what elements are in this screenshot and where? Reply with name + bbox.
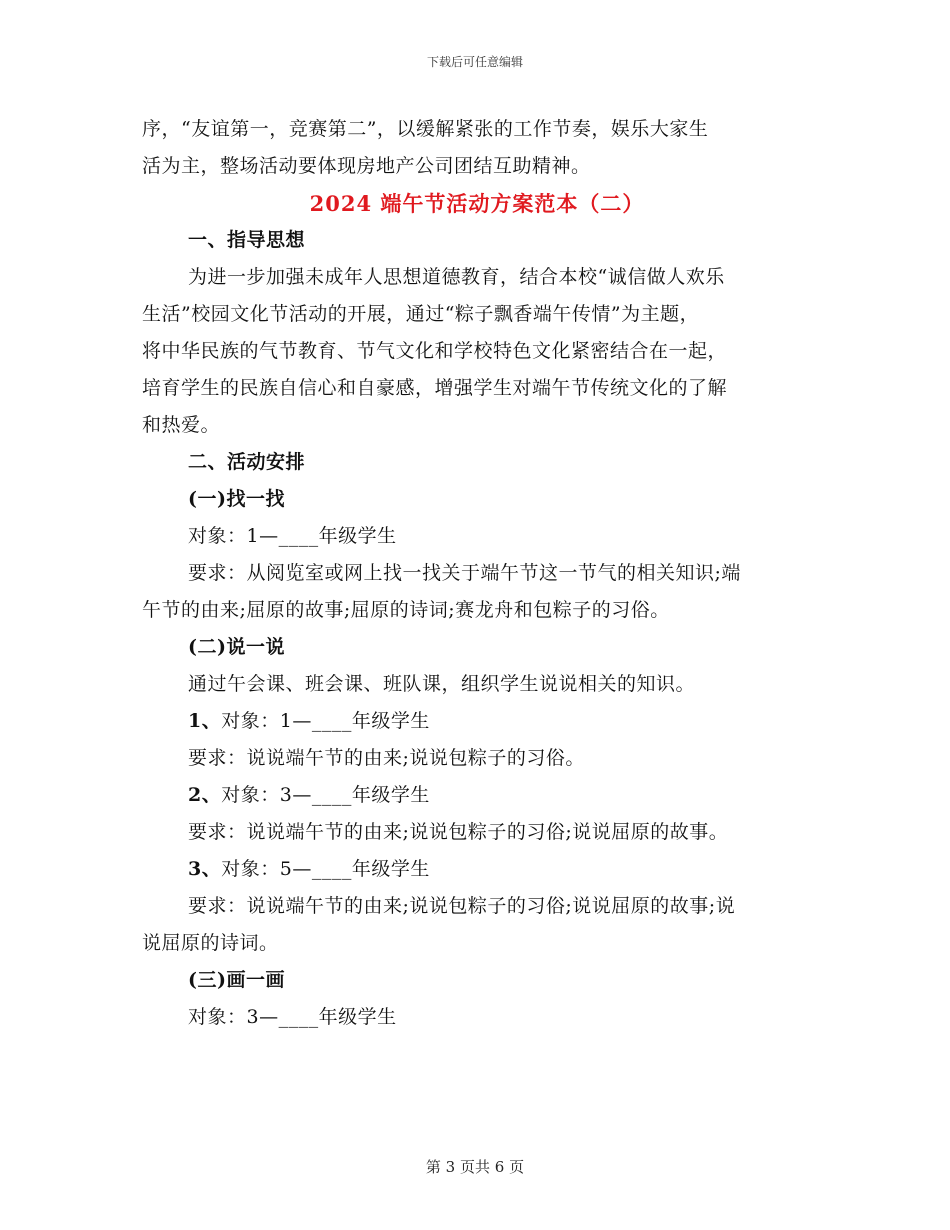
target-line: 对象：5—____年级学生 <box>221 858 430 880</box>
requirement-line: 午节的由来;屈原的故事;屈原的诗词;赛龙舟和包粽子的习俗。 <box>142 599 670 621</box>
page-footer: 第 3 页共 6 页 <box>425 1158 525 1176</box>
item-number: 1、 <box>188 710 222 732</box>
item-number: 2、 <box>188 784 222 806</box>
item-number: 3、 <box>188 858 222 880</box>
target-line: 对象：1—____年级学生 <box>188 525 397 547</box>
paragraph-line: 将中华民族的气节教育、节气文化和学校特色文化紧密结合在一起， <box>142 340 728 362</box>
paragraph-line: 通过午会课、班会课、班队课，组织学生说说相关的知识。 <box>188 673 696 695</box>
numbered-item-2 <box>142 777 812 814</box>
paragraph-line: 和热爱。 <box>142 414 221 436</box>
paragraph-line: 序，“友谊第一，竞赛第二”，以缓解紧张的工作节奏，娱乐大家生 <box>142 118 709 140</box>
numbered-item-1 <box>142 703 812 740</box>
target-line: 对象：1—____年级学生 <box>221 710 430 732</box>
requirement-line: 要求：说说端午节的由来;说说包粽子的习俗。 <box>188 747 585 769</box>
requirement-line: 要求：说说端午节的由来;说说包粽子的习俗;说说屈原的故事。 <box>188 821 729 843</box>
target-line: 对象：3—____年级学生 <box>188 1006 397 1028</box>
numbered-item-3 <box>142 851 812 888</box>
paragraph-line: 生活”校园文化节活动的开展，通过“粽子飘香端午传情”为主题， <box>142 303 700 325</box>
paragraph-line: 为进一步加强未成年人思想道德教育，结合本校“诚信做人欢乐 <box>188 266 725 288</box>
subsection-heading-draw: (三)画一画 <box>188 969 285 991</box>
page-header: 下载后可任意编辑 <box>426 55 523 69</box>
target-line: 对象：3—____年级学生 <box>221 784 430 806</box>
subsection-heading-find: (一)找一找 <box>188 488 285 510</box>
requirement-line: 说屈原的诗词。 <box>142 932 279 954</box>
paragraph-line: 培育学生的民族自信心和自豪感，增强学生对端午节传统文化的了解 <box>142 377 728 399</box>
subsection-heading-talk: (二)说一说 <box>188 636 285 658</box>
requirement-line: 要求：从阅览室或网上找一找关于端午节这一节气的相关知识;端 <box>188 562 741 584</box>
paragraph-line: 活为主，整场活动要体现房地产公司团结互助精神。 <box>142 155 591 177</box>
document-title: 2024 端午节活动方案范本（二） <box>309 191 645 216</box>
requirement-line: 要求：说说端午节的由来;说说包粽子的习俗;说说屈原的故事;说 <box>188 895 736 917</box>
section-heading-activity-arrangement: 二、活动安排 <box>188 451 306 473</box>
section-heading-guiding-ideas: 一、指导思想 <box>188 229 306 251</box>
document-body <box>142 111 812 1036</box>
